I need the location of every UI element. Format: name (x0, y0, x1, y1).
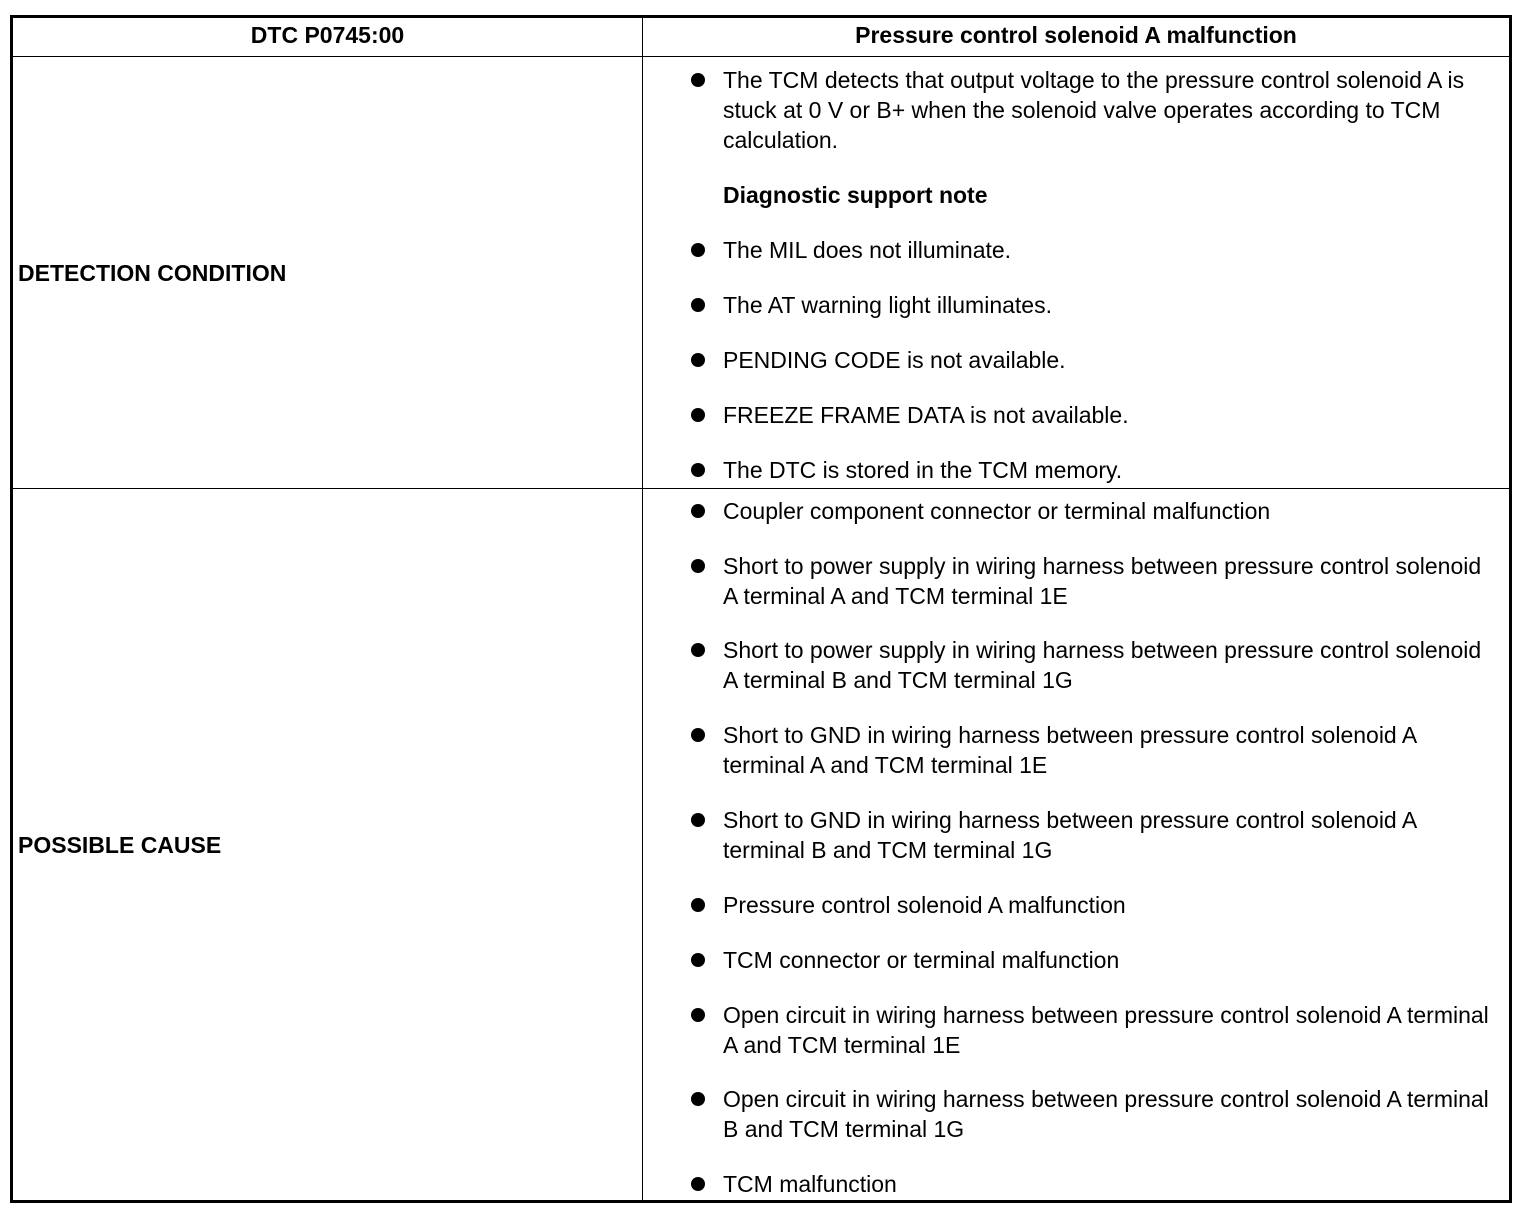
list-item (690, 635, 1490, 695)
list-item-text: TCM malfunction (723, 1171, 897, 1197)
list-item (690, 1000, 1490, 1060)
list-item (690, 290, 1490, 320)
list-item (690, 551, 1490, 611)
bullet-icon (691, 1008, 705, 1022)
dtc-title-header: Pressure control solenoid A malfunction (855, 22, 1297, 48)
bullet-icon (691, 728, 705, 742)
bullet-icon (691, 643, 705, 657)
bullet-icon (691, 813, 705, 827)
diagnostic-note-heading: Diagnostic support note (723, 182, 988, 208)
list-item (690, 1169, 1490, 1199)
bullet-icon (691, 298, 705, 312)
list-item-text: The AT warning light illuminates. (723, 292, 1052, 318)
bullet-icon (691, 408, 705, 422)
list-item (690, 235, 1490, 265)
bullet-icon (691, 504, 705, 518)
bullet-icon (691, 73, 705, 87)
list-item-text: TCM connector or terminal malfunction (723, 947, 1120, 973)
bullet-icon (691, 463, 705, 477)
list-item-text: Short to power supply in wiring harness between pressure control solenoid A terminal B and TCM terminal 1G (723, 637, 1482, 693)
list-item-text: Open circuit in wiring harness between pressure control solenoid A terminal A and TCM terminal 1E (723, 1002, 1489, 1058)
list-item-text: FREEZE FRAME DATA is not available. (723, 402, 1129, 428)
list-item-text: Pressure control solenoid A malfunction (723, 892, 1126, 918)
list-item (690, 945, 1490, 975)
list-item (690, 400, 1490, 430)
list-item-text: Short to GND in wiring harness between pressure control solenoid A terminal A and TCM terminal 1E (723, 722, 1416, 778)
list-item-text: Short to power supply in wiring harness between pressure control solenoid A terminal A and TCM terminal 1E (723, 553, 1482, 609)
list-item-text: The MIL does not illuminate. (723, 237, 1012, 263)
list-item (690, 805, 1490, 865)
list-item (690, 65, 1490, 155)
possible-cause-label: POSSIBLE CAUSE (18, 832, 222, 858)
row-divider (10, 488, 1512, 489)
detection-condition-label: DETECTION CONDITION (18, 260, 287, 286)
list-item-text: PENDING CODE is not available. (723, 347, 1066, 373)
list-item-text: The DTC is stored in the TCM memory. (723, 457, 1123, 483)
list-item-text: Short to GND in wiring harness between pressure control solenoid A terminal B and TCM terminal 1G (723, 807, 1416, 863)
list-item (690, 720, 1490, 780)
bullet-icon (691, 953, 705, 967)
list-item (690, 455, 1490, 485)
bullet-icon (691, 898, 705, 912)
bullet-icon (691, 243, 705, 257)
list-item-text: The TCM detects that output voltage to the pressure control solenoid A is stuck at 0 V or B+ when the solenoid valve operates according to TCM calculation. (723, 67, 1465, 153)
dtc-code-header: DTC P0745:00 (250, 22, 405, 48)
list-item-text: Coupler component connector or terminal malfunction (723, 498, 1271, 524)
list-item (690, 890, 1490, 920)
list-item-text: Open circuit in wiring harness between pressure control solenoid A terminal B and TCM terminal 1G (723, 1086, 1489, 1142)
possible-cause-cell (690, 496, 1490, 1199)
detection-condition-cell (690, 65, 1490, 485)
bullet-icon (691, 559, 705, 573)
bullet-icon (691, 1177, 705, 1191)
bullet-icon (691, 353, 705, 367)
header-divider (10, 56, 1512, 57)
column-divider (642, 15, 643, 1203)
list-item (690, 1084, 1490, 1144)
list-item (690, 496, 1490, 526)
list-item (690, 345, 1490, 375)
bullet-icon (691, 1092, 705, 1106)
